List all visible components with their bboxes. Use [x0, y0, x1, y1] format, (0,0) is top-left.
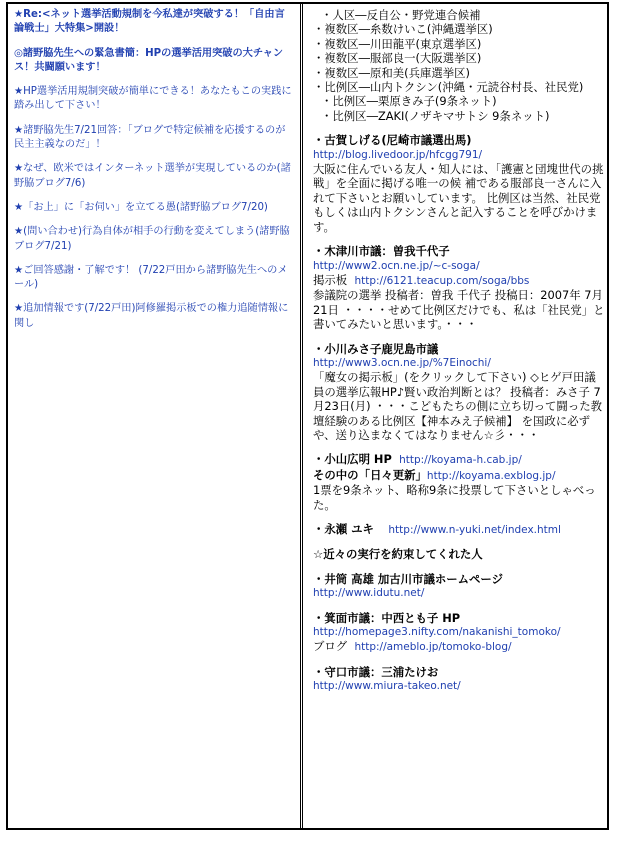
entry-url[interactable]: http://www.n-yuki.net/index.html	[388, 524, 561, 536]
candidate-item: ・比例区―栗原きみ子(9条ネット)	[321, 94, 497, 109]
entry-sub-label: その中の「日々更新」	[313, 467, 427, 482]
entry-url[interactable]: http://www2.ocn.ne.jp/~c-soga/	[313, 259, 480, 272]
entry-title: ・古賀しげる(尼崎市議選出馬)	[313, 133, 472, 148]
candidate-item: ・人区―反自公・野党連合候補	[321, 8, 481, 22]
link-item-internet-election[interactable]: ★なぜ、欧米ではインターネット選挙が実現しているのか(諸野脇ブログ7/6)	[14, 163, 291, 189]
entry-sub-url[interactable]: http://koyama.exblog.jp/	[426, 469, 556, 482]
entry-url[interactable]: http://homepage3.nifty.com/nakanishi_tomoko/	[313, 626, 561, 639]
candidate-item: ・複数区―糸数けいこ(沖縄選挙区)	[313, 22, 493, 37]
entry-text: 大阪に住んでいる友人・知人には、「護憲と団塊世代の挑戦」を全面に掲げる唯一の候 補である服部良一さんに入れて下さいとお願いしています。 比例区は当然、社民党もしくは山内トクシンさんと記入することを呼びかけます。	[313, 162, 604, 234]
bbs-label: 掲示板	[313, 272, 348, 287]
link-item-hp-practice[interactable]: ★HP選挙活用規制突破が簡単にできる！あなたもこの実践に踏み出して下さい！	[14, 86, 292, 112]
entry-koyama	[313, 452, 605, 512]
entry-title: ・井筒 高雄 加古川市議ホームページ	[313, 571, 503, 586]
entry-url[interactable]: http://www.idutu.net/	[313, 587, 425, 600]
bbs-url[interactable]: http://6121.teacup.com/soga/bbs	[354, 274, 530, 287]
recent-section	[313, 547, 605, 561]
entry-ogawa	[313, 342, 605, 443]
entry-miura	[313, 665, 605, 694]
entry-nagase	[313, 522, 605, 537]
entry-title: ・箕面市議：中西とも子 HP	[313, 610, 461, 625]
entry-nakanishi	[313, 611, 605, 655]
link-item-jiyu-genron[interactable]: ★Re:<ネット選挙活動規制を今私達が突破する！「自由言論戦士」大特集>開設！	[14, 9, 285, 35]
link-item-okami[interactable]: ★「お上」に「お伺い」を立てる愚(諸野脇ブログ7/20)	[14, 201, 268, 213]
entry-url[interactable]: http://blog.livedoor.jp/hfcgg791/	[313, 148, 483, 161]
bbs-line	[313, 273, 605, 288]
candidate-item: ・複数区―服部良一(大阪選挙区)	[313, 51, 482, 66]
bottom-margin	[6, 830, 609, 854]
section-heading: ☆近々の実行を約束してくれた人	[313, 547, 483, 562]
entry-koga	[313, 133, 605, 234]
candidate-item: ・比例区―山内トクシン(沖縄・元読谷村長、社民党)	[313, 80, 584, 95]
blog-line	[313, 639, 605, 654]
entry-text: 「魔女の掲示板」(をクリックして下さい) ◇ヒゲ戸田議員の選挙広報HP♪賢い政治判断とは？ 投稿者：みさ子 7月23日(月) ・・・こどもたちの側に立ち切って闘った教壇経験のある比例区【神本みえ子候補】 を国政に必ずや、送り込まなくてはなりません☆彡・・・	[313, 370, 602, 442]
entry-text: 参議院の選挙 投稿者：曽我 千代子 投稿日：2007年 7月21日 ・・・・せめて比例区だけでも、私は「社民党」と書いてみたいと思います。・・・	[313, 288, 605, 332]
candidate-item: ・複数区―原和美(兵庫選挙区)	[313, 65, 470, 80]
right-content	[313, 8, 605, 704]
entry-title: ・小山広明 HP	[313, 452, 392, 467]
entry-title-line	[313, 522, 605, 537]
entry-title: ・永瀬 ユキ	[313, 522, 374, 536]
entry-sub-line	[313, 468, 605, 483]
entry-title-line	[313, 452, 605, 467]
blog-label: ブログ	[313, 639, 348, 654]
link-item-moronowaki-answer[interactable]: ★諸野脇先生7/21回答：「ブログで特定候補を応援するのが民主主義なのだ」！	[14, 124, 286, 151]
candidate-item: ・比例区―ZAKI(ノザキマサトシ 9条ネット)	[321, 108, 550, 123]
blog-url[interactable]: http://ameblo.jp/tomoko-blog/	[354, 641, 512, 654]
link-item-additional-info[interactable]: ★追加情報です(7/22戸田)阿修羅掲示板での権力追随情報に関し	[14, 303, 289, 329]
link-item-urgent-letter[interactable]: ◎諸野脇先生への緊急書簡：HPの選挙活用突破の大チャンス！共闘願います！	[14, 47, 284, 73]
column-divider	[300, 2, 303, 830]
entry-url[interactable]: http://koyama-h.cab.jp/	[399, 454, 522, 467]
entry-url[interactable]: http://www.miura-takeo.net/	[313, 680, 461, 693]
entry-text: 1票を9条ネット、略称9条に投票して下さいとしゃべった。	[313, 483, 596, 512]
candidate-list	[313, 8, 605, 123]
left-link-list	[14, 8, 294, 341]
entry-izutsu	[313, 572, 605, 601]
entry-title: ・小川みさ子鹿児島市議	[313, 341, 439, 356]
candidate-item: ・複数区―川田龍平(東京選挙区)	[313, 36, 482, 51]
entry-title: ・木津川市議：曽我千代子	[313, 244, 450, 259]
link-item-inquiry[interactable]: ★(問い合わせ)行為自体が相手の行動を変えてしまう(諸野脇ブログ7/21)	[14, 226, 290, 252]
entry-url[interactable]: http://www3.ocn.ne.jp/%7Einochi/	[313, 356, 491, 369]
link-item-thanks-mail[interactable]: ★ご回答感謝・了解です！ (7/22戸田から諸野脇先生へのメール)	[14, 264, 288, 291]
entry-soga	[313, 244, 605, 331]
entry-title: ・守口市議：三浦たけお	[313, 664, 439, 679]
